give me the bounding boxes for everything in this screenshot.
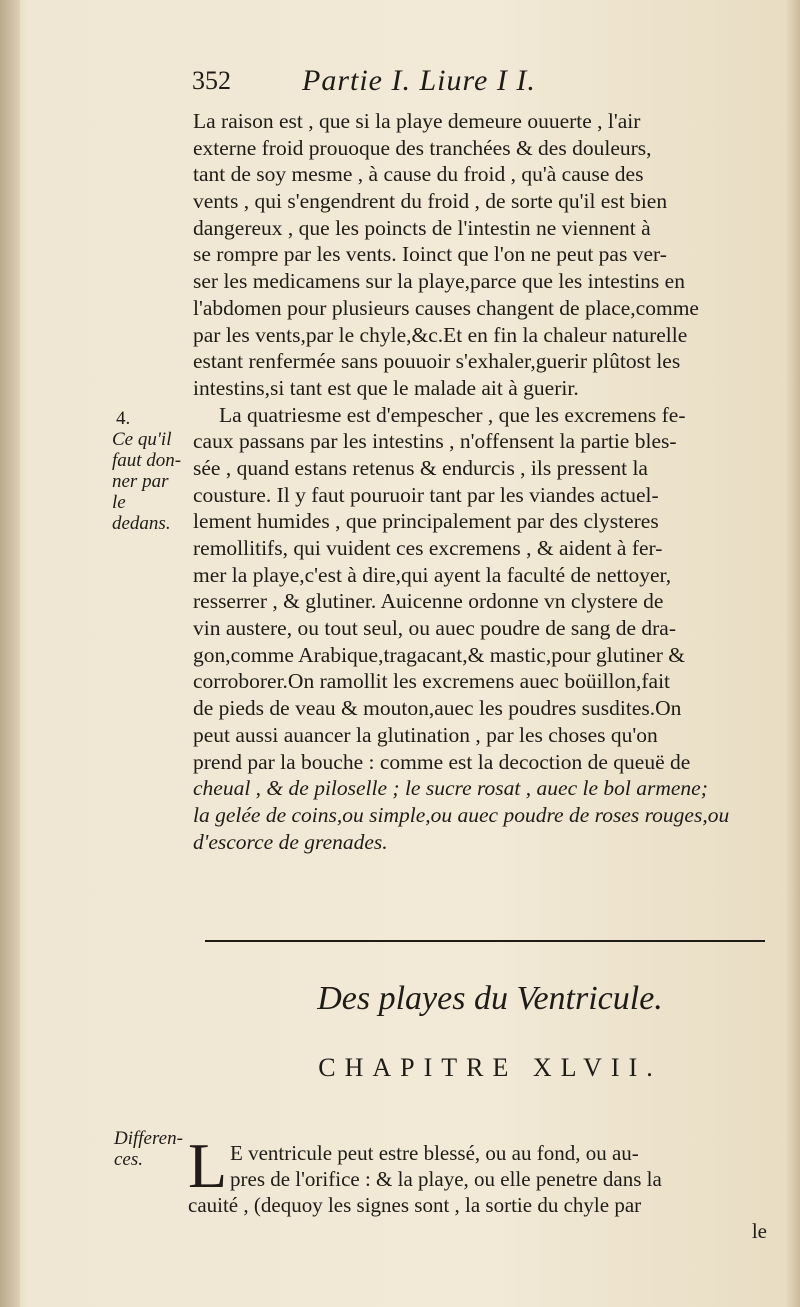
drop-cap: L <box>188 1130 228 1201</box>
text-line: La quatriesme est d'empescher , que les excremens fe- <box>219 402 686 427</box>
section-title: Des playes du Ventricule. <box>317 980 663 1017</box>
margin-note-number: 4. <box>116 408 131 429</box>
text-line: vents , qui s'engendrent du froid , de sorte qu'il est bien <box>193 189 668 214</box>
page-number: 352 <box>192 66 231 95</box>
text-line: corroborer.On ramollit les excremens auec boüillon,fait <box>193 669 671 694</box>
text-line: la gelée de coins,ou simple,ou auec poudre de roses rouges,ou <box>193 802 730 827</box>
running-head: Partie I. Liure I I. <box>302 64 536 97</box>
text-line: caux passans par les intestins , n'offensent la partie bles- <box>193 429 677 454</box>
margin-note-1 <box>112 408 188 534</box>
chapter-body <box>188 1140 773 1244</box>
page-header <box>192 64 752 104</box>
text-line: lement humides , que principalement par des clysteres <box>193 509 659 534</box>
text-line: remollitifs, qui vuident ces excremens , & aident à fer- <box>193 536 663 560</box>
text-line: pres de l'orifice : & la playe, ou elle penetre dans la <box>230 1167 662 1191</box>
text-line: vin austere, ou tout seul, ou auec poudre de sang de dra- <box>193 616 676 641</box>
text-line: sée , quand estans retenus & endurcis , ils pressent la <box>193 455 648 480</box>
text-line: dangereux , que les poincts de l'intestin ne viennent à <box>193 215 651 240</box>
margin-note-line: faut don- <box>112 450 182 471</box>
margin-note-line: Differen- <box>114 1128 183 1149</box>
margin-note-line: le dedans. <box>112 492 171 534</box>
catchword: le <box>751 1219 767 1243</box>
text-line: intestins,si tant est que le malade ait à guerir. <box>193 375 579 400</box>
text-line: ser les medicamens sur la playe,parce que les intestins en <box>193 269 685 294</box>
text-line: mer la playe,c'est à dire,qui ayent la faculté de nettoyer, <box>193 562 672 587</box>
margin-note-2 <box>114 1128 186 1170</box>
text-line: cousture. Il y faut pouruoir tant par les viandes actuel- <box>193 482 659 507</box>
text-line: tant de soy mesme , à cause du froid , qu'à cause des <box>193 162 644 187</box>
body-text <box>193 108 771 855</box>
text-line: estant renfermée sans pouuoir s'exhaler,guerir plûtost les <box>193 349 681 374</box>
text-line: de pieds de veau & mouton,auec les poudres susdites.On <box>193 696 682 721</box>
text-line: cauité , (dequoy les signes sont , la sortie du chyle par <box>188 1193 642 1217</box>
text-line: resserrer , & glutiner. Auicenne ordonne vn clystere de <box>193 589 664 614</box>
text-line: peut aussi auancer la glutination , par les choses qu'on <box>193 722 658 747</box>
chapter-heading: CHAPITRE XLVII. <box>318 1053 662 1082</box>
ornamental-rule <box>205 937 765 945</box>
margin-note-line: ner par <box>112 471 169 492</box>
text-line: cheual , & de pilosellе ; le sucre rosat , auec le bol armene; <box>193 776 708 801</box>
text-line: par les vents,par le chyle,&c.Et en fin la chaleur naturelle <box>193 322 688 347</box>
page-binding-edge <box>0 0 20 1307</box>
text-line: externe froid prouoque des tranchées & des douleurs, <box>193 135 652 160</box>
text-line: d'escorce de grenades. <box>193 829 388 854</box>
text-line: E ventricule peut estre blessé, ou au fond, ou au- <box>230 1141 639 1165</box>
page-outer-edge <box>786 0 800 1307</box>
text-line: se rompre par les vents. Ioinct que l'on ne peut pas ver- <box>193 242 667 267</box>
margin-note-line: Ce qu'il <box>112 429 172 450</box>
text-line: prend par la bouche : comme est la decoction de queuë de <box>193 749 691 774</box>
text-line: La raison est , que si la playe demeure ouuerte , l'air <box>193 109 641 133</box>
text-line: l'abdomen pour plusieurs causes changent de place,comme <box>193 295 699 320</box>
margin-note-line: ces. <box>114 1149 144 1170</box>
text-line: gon,comme Arabique,tragacant,& mastic,pour glutiner & <box>193 642 685 667</box>
